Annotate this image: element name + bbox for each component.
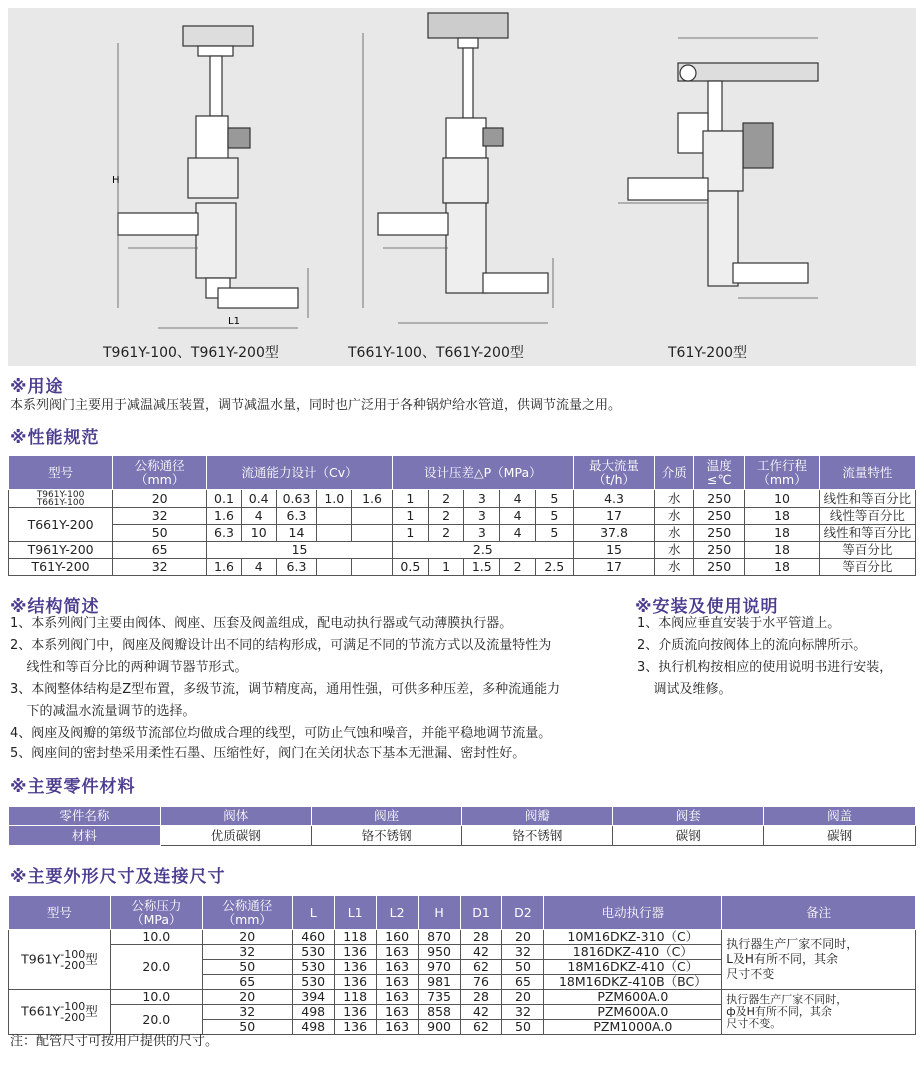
table-row: [9, 508, 916, 525]
dims-l2: 163: [376, 960, 418, 975]
spec-header-stroke: 工作行程 （mm）: [745, 456, 820, 490]
spec-medium: 水: [655, 559, 694, 576]
spec-table: [8, 455, 916, 576]
dims-header-l1: L1: [334, 896, 376, 930]
dims-dn: 50: [202, 1020, 292, 1035]
part-name: 阀套: [613, 807, 764, 826]
dims-l1: 136: [334, 1020, 376, 1035]
spec-model: T61Y-200: [9, 559, 113, 576]
dims-header-h: H: [418, 896, 460, 930]
dims-header-model: 型号: [9, 896, 111, 930]
spec-header-cv: 流通能力设计（Cv）: [207, 456, 393, 490]
material-value: 铬不锈钢: [462, 826, 613, 846]
spec-medium: 水: [655, 542, 694, 559]
dims-d1: 76: [460, 975, 502, 990]
dims-table: [8, 895, 916, 1035]
install-title: ※安装及使用说明: [635, 597, 779, 617]
dims-header-note: 备注: [722, 896, 916, 930]
dims-l: 498: [292, 1005, 334, 1020]
spec-header-dn: 公称通径 （mm）: [113, 456, 207, 490]
dims-header-dn: 公称通径 （mm）: [202, 896, 292, 930]
list-item: 1、本系列阀门主要由阀体、阀座、压套及阀盖组成，配电动执行器或气动薄膜执行器。: [10, 616, 513, 631]
spec-dp: 2.5: [392, 542, 573, 559]
spec-cv: 4: [241, 508, 276, 525]
spec-medium: 水: [655, 508, 694, 525]
spec-flow: 37.8: [573, 525, 655, 542]
dims-d2: 50: [502, 960, 544, 975]
dims-d2: 32: [502, 945, 544, 960]
spec-cv: 1.6: [207, 508, 242, 525]
list-item: 2、介质流向按阀体上的流向标牌所示。: [637, 638, 867, 653]
dims-l: 530: [292, 945, 334, 960]
list-item: 5、阀座间的密封垫采用柔性石墨、压缩性好，阀门在关闭状态下基本无泄漏、密封性好。: [10, 746, 526, 761]
dims-dn: 20: [202, 930, 292, 945]
materials-header-label: 零件名称: [9, 807, 161, 826]
dims-d2: 20: [502, 990, 544, 1005]
spec-flow: 17: [573, 559, 655, 576]
spec-temp: 250: [694, 508, 745, 525]
model-name: T661Y: [21, 1003, 61, 1019]
spec-temp: 250: [694, 525, 745, 542]
dims-h: 950: [418, 945, 460, 960]
valve-figures-panel: [8, 8, 916, 366]
spec-header-char: 流量特性: [819, 456, 915, 490]
figure-caption-1: T961Y-100、T961Y-200型: [103, 345, 279, 361]
dims-model-cell: [9, 990, 111, 1035]
figure-caption-2: T661Y-100、T661Y-200型: [348, 345, 524, 361]
spec-cv: 10: [241, 525, 276, 542]
dims-actuator: PZM600A.0: [544, 1005, 722, 1020]
dims-title: ※主要外形尺寸及连接尺寸: [10, 867, 226, 887]
material-value: 铬不锈钢: [311, 826, 462, 846]
part-name: 阀座: [311, 807, 462, 826]
dims-pn: 20.0: [110, 945, 202, 990]
spec-dp: 1: [428, 559, 464, 576]
spec-dp: 5: [535, 490, 573, 508]
spec-dn: 65: [113, 542, 207, 559]
dims-l1: 136: [334, 1005, 376, 1020]
spec-stroke: 18: [745, 559, 820, 576]
dims-l1: 118: [334, 930, 376, 945]
spec-cv: 1.6: [207, 559, 242, 576]
list-item: 下的减温水流量调节的选择。: [10, 704, 196, 719]
spec-dp: 0.5: [392, 559, 428, 576]
model-suffix: -100 -200: [60, 1000, 86, 1024]
spec-dp: 1: [392, 490, 428, 508]
dims-h: 735: [418, 990, 460, 1005]
spec-cv: [352, 559, 393, 576]
dims-model-cell: [9, 930, 111, 990]
material-value: 优质碳钢: [160, 826, 311, 846]
part-name: 阀体: [160, 807, 311, 826]
spec-dn: 32: [113, 508, 207, 525]
table-row: [9, 990, 916, 1005]
dims-l1: 136: [334, 960, 376, 975]
spec-dp: 3: [464, 508, 500, 525]
spec-dp: 1: [392, 525, 428, 542]
dims-header-d1: D1: [460, 896, 502, 930]
dims-d2: 65: [502, 975, 544, 990]
dims-l: 498: [292, 1020, 334, 1035]
dims-h: 858: [418, 1005, 460, 1020]
model-type: 型: [85, 951, 98, 966]
spec-cv: [317, 525, 352, 542]
spec-flow: 15: [573, 542, 655, 559]
structure-title: ※结构简述: [10, 597, 100, 617]
footnote: 注：配管尺寸可按用户提供的尺寸。: [10, 1034, 219, 1049]
spec-char: 线性和等百分比: [819, 490, 915, 508]
spec-temp: 250: [694, 542, 745, 559]
dims-actuator: 18M16DKZ-410（C）: [544, 960, 722, 975]
materials-title: ※主要零件材料: [10, 777, 136, 797]
dims-l: 460: [292, 930, 334, 945]
dims-pn: 20.0: [110, 1005, 202, 1035]
materials-row-label: 材料: [9, 826, 161, 846]
dims-l2: 163: [376, 1020, 418, 1035]
spec-dp: 4: [500, 508, 536, 525]
dims-l1: 118: [334, 990, 376, 1005]
list-item: 1、本阀应垂直安装于水平管道上。: [637, 616, 841, 631]
dims-dn: 32: [202, 1005, 292, 1020]
spec-cv: 15: [207, 542, 393, 559]
spec-flow: 17: [573, 508, 655, 525]
valve-drawing-t61y: [588, 8, 838, 366]
dims-header-l: L: [292, 896, 334, 930]
dims-h: 970: [418, 960, 460, 975]
dims-header-pn: 公称压力 （MPa）: [110, 896, 202, 930]
dims-dn: 50: [202, 960, 292, 975]
spec-cv: [352, 508, 393, 525]
dims-note: 执行器生产厂家不同时， L及H有所不同，其余 尺寸不变: [722, 930, 916, 990]
table-row: [9, 930, 916, 945]
table-row: [9, 542, 916, 559]
material-value: 碳钢: [764, 826, 916, 846]
dims-d1: 42: [460, 945, 502, 960]
spec-char: 等百分比: [819, 542, 915, 559]
dims-header-actuator: 电动执行器: [544, 896, 722, 930]
dims-l2: 160: [376, 930, 418, 945]
spec-cv: 6.3: [207, 525, 242, 542]
dims-h: 981: [418, 975, 460, 990]
spec-dp: 2: [428, 525, 464, 542]
dims-dn: 32: [202, 945, 292, 960]
valve-drawing-t961y: [98, 8, 328, 366]
list-item: 调试及维修。: [637, 682, 732, 697]
spec-cv: 0.4: [241, 490, 276, 508]
dims-d1: 42: [460, 1005, 502, 1020]
spec-char: 线性和等百分比: [819, 525, 915, 542]
spec-dp: 1: [392, 508, 428, 525]
spec-dp: 1.5: [464, 559, 500, 576]
dims-d2: 32: [502, 1005, 544, 1020]
dims-pn: 10.0: [110, 990, 202, 1005]
spec-stroke: 10: [745, 490, 820, 508]
spec-dn: 50: [113, 525, 207, 542]
table-row: [9, 490, 916, 508]
list-item: 线性和等百分比的两种调节器节形式。: [10, 660, 248, 675]
spec-cv: 14: [276, 525, 317, 542]
dims-h: 900: [418, 1020, 460, 1035]
spec-title: ※性能规范: [10, 428, 100, 448]
dims-actuator: 10M16DKZ-310（C）: [544, 930, 722, 945]
spec-header-temp: 温度 ≤℃: [694, 456, 745, 490]
spec-cv: 6.3: [276, 559, 317, 576]
model-suffix: -100 -200: [60, 947, 86, 972]
dims-l2: 163: [376, 975, 418, 990]
spec-model: T961Y-100 T661Y-100: [9, 490, 113, 508]
valve-drawing-t661y: [338, 8, 568, 366]
table-row: [9, 525, 916, 542]
spec-dn: 32: [113, 559, 207, 576]
dims-header-d2: D2: [502, 896, 544, 930]
material-value: 碳钢: [613, 826, 764, 846]
spec-dp: 2: [428, 490, 464, 508]
dims-actuator: PZM1000A.0: [544, 1020, 722, 1035]
list-item: 3、本阀整体结构是Z型布置，多级节流，调节精度高，通用性强，可供多种压差，多种流通能力: [10, 682, 561, 697]
spec-dp: 2: [500, 559, 536, 576]
model-type: 型: [85, 1003, 98, 1019]
figure-caption-3: T61Y-200型: [668, 345, 748, 361]
list-item: 2、本系列阀门中，阀座及阀瓣设计出不同的结构形成，可满足不同的节流方式以及流量特性为: [10, 638, 552, 653]
spec-dp: 4: [500, 525, 536, 542]
dim-h-label: H: [112, 175, 120, 186]
dims-note: 执行器生产厂家不同时， ф及H有所不同，其余 尺寸不变。: [722, 990, 916, 1035]
spec-stroke: 18: [745, 508, 820, 525]
dims-dn: 20: [202, 990, 292, 1005]
spec-temp: 250: [694, 559, 745, 576]
spec-dp: 5: [535, 525, 573, 542]
dims-l2: 163: [376, 945, 418, 960]
list-item: 4、阀座及阀瓣的第级节流部位均做成合理的线型，可防止气蚀和噪音，并能平稳地调节流量。: [10, 726, 552, 741]
spec-dp: 3: [464, 490, 500, 508]
spec-cv: 6.3: [276, 508, 317, 525]
spec-cv: [317, 559, 352, 576]
model-name: T961Y: [21, 951, 61, 966]
spec-flow: 4.3: [573, 490, 655, 508]
table-row: [9, 559, 916, 576]
dims-l: 530: [292, 975, 334, 990]
dims-l1: 136: [334, 975, 376, 990]
spec-model: T961Y-200: [9, 542, 113, 559]
usage-text: 本系列阀门主要用于减温减压装置，调节减温水量，同时也广泛用于各种锅炉给水管道，供调节流量之用。: [10, 398, 622, 413]
spec-dn: 20: [113, 490, 207, 508]
spec-dp: 2.5: [535, 559, 573, 576]
spec-model: T661Y-200: [9, 508, 113, 542]
spec-medium: 水: [655, 525, 694, 542]
spec-header-model: 型号: [9, 456, 113, 490]
dims-d1: 62: [460, 1020, 502, 1035]
spec-cv: 0.1: [207, 490, 242, 508]
dims-l: 394: [292, 990, 334, 1005]
dims-d1: 28: [460, 930, 502, 945]
dims-actuator: 18M16DKZ-410B（BC）: [544, 975, 722, 990]
spec-dp: 2: [428, 508, 464, 525]
dims-l1: 136: [334, 945, 376, 960]
dims-d2: 50: [502, 1020, 544, 1035]
spec-header-flow: 最大流量 （t/h）: [573, 456, 655, 490]
spec-cv: 0.63: [276, 490, 317, 508]
spec-cv: 1.6: [352, 490, 393, 508]
usage-title: ※用途: [10, 377, 64, 397]
spec-cv: 4: [241, 559, 276, 576]
dims-d1: 28: [460, 990, 502, 1005]
dim-l1-label: L1: [228, 316, 240, 327]
spec-dp: 3: [464, 525, 500, 542]
spec-stroke: 18: [745, 525, 820, 542]
spec-header-dp: 设计压差△P（MPa）: [392, 456, 573, 490]
spec-medium: 水: [655, 490, 694, 508]
part-name: 阀瓣: [462, 807, 613, 826]
spec-temp: 250: [694, 490, 745, 508]
spec-dp: 5: [535, 508, 573, 525]
spec-char: 线性等百分比: [819, 508, 915, 525]
part-name: 阀盖: [764, 807, 916, 826]
dims-actuator: PZM600A.0: [544, 990, 722, 1005]
spec-dp: 4: [500, 490, 536, 508]
dims-header-l2: L2: [376, 896, 418, 930]
spec-header-medium: 介质: [655, 456, 694, 490]
dims-l2: 163: [376, 990, 418, 1005]
dims-l: 530: [292, 960, 334, 975]
dims-d1: 62: [460, 960, 502, 975]
list-item: 3、执行机构按相应的使用说明书进行安装，: [637, 660, 893, 675]
spec-stroke: 18: [745, 542, 820, 559]
spec-cv: 1.0: [317, 490, 352, 508]
spec-cv: [317, 508, 352, 525]
spec-char: 等百分比: [819, 559, 915, 576]
dims-d2: 20: [502, 930, 544, 945]
dims-h: 870: [418, 930, 460, 945]
materials-table: [8, 806, 916, 846]
dims-dn: 65: [202, 975, 292, 990]
dims-pn: 10.0: [110, 930, 202, 945]
spec-cv: [352, 525, 393, 542]
dims-l2: 163: [376, 1005, 418, 1020]
dims-actuator: 1816DKZ-410（C）: [544, 945, 722, 960]
